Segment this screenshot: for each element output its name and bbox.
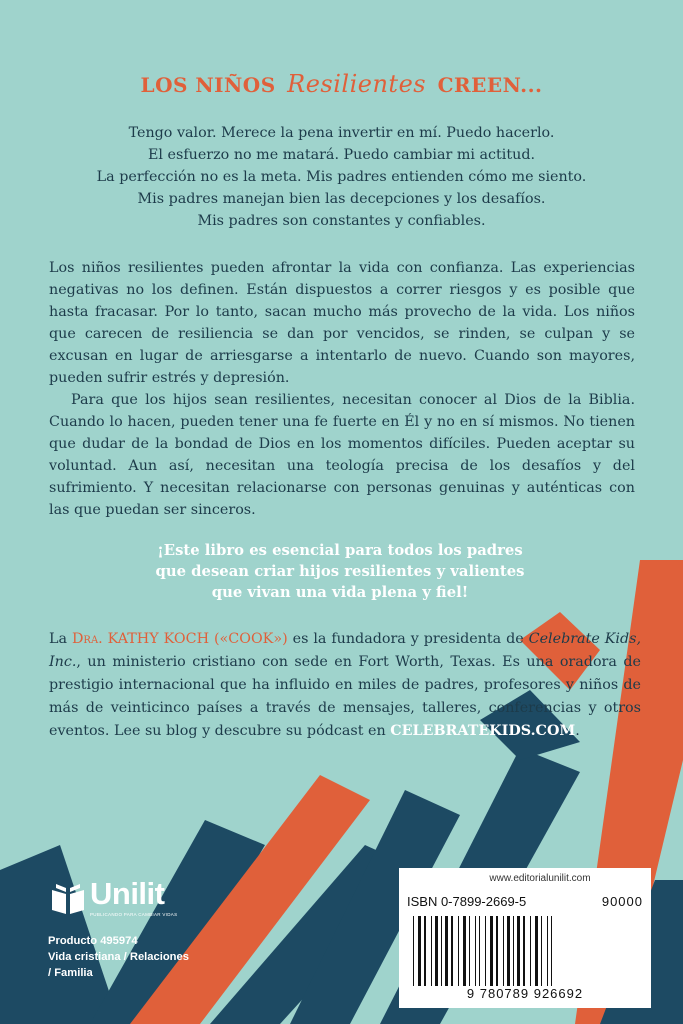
- barcode-panel: [399, 868, 651, 1008]
- belief-line: El esfuerzo no me matará. Puedo cambiar mi actitud.: [147, 147, 536, 163]
- barcode-digits: 9 780789 926692: [466, 986, 584, 1001]
- barcode-stripe: [517, 916, 520, 986]
- barcode-stripe: [445, 916, 448, 986]
- bio-end: .: [575, 723, 580, 739]
- belief-line: Mis padres manejan bien las decepciones y los desafíos.: [137, 191, 546, 207]
- bio-text: es la fundadora y presidenta de: [292, 631, 524, 647]
- product-number: Producto 495974: [48, 935, 138, 947]
- barcode-stripe: [496, 916, 498, 986]
- barcode-stripe: [431, 916, 432, 986]
- price-code: 90000: [601, 894, 643, 909]
- paragraph-text: Para que los hijos sean resilientes, necesitan conocer al Dios de la Biblia. Cuando lo hacen, pueden tener una fe fuerte en Él y no en sí mismos. No tienen que dudar de la bondad de Dios en los momentos difíciles. Pueden aceptar su voluntad. Aun así, necesitan una teología precisa de los desafíos y del sufrimiento. Y necesitan relacionarse con personas genuinas y auténticas con las que puedan ser sinceros.: [49, 392, 635, 518]
- publisher-logo: [48, 876, 248, 932]
- heading-prefix: LOS NIÑOS: [140, 73, 276, 97]
- barcode-stripe: [458, 916, 459, 986]
- heading-suffix: CREEN...: [437, 73, 543, 97]
- barcode-stripe: [523, 916, 525, 986]
- body-paragraph-2: [49, 389, 635, 521]
- barcode-stripe: [479, 916, 480, 986]
- paragraph-text: Los niños resilientes pueden afrontar la vida con confianza. Las experiencias negativas no los definen. Están dispuestos a correr riesgos y es posible que hasta fracasar. Por lo tanto, sacan mucho más provecho de la vida. Los niños que carecen de resiliencia se dan por vencidos, se rinden, se culpan y se excusan en lugar de arriesgarse a intentarlo de nuevo. Cuando son mayores, pueden sufrir estrés y depresión.: [49, 260, 635, 386]
- organization-name: Celebrate Kids, Inc.: [49, 631, 641, 670]
- barcode-stripe: [463, 916, 466, 986]
- barcode-stripe: [490, 916, 493, 986]
- beliefs-list: [30, 122, 653, 232]
- body-paragraph-1: [49, 257, 635, 389]
- barcode-stripe: [469, 916, 470, 986]
- belief-line: Tengo valor. Merece la pena invertir en mí. Puedo hacerlo.: [128, 125, 555, 141]
- barcode-stripe: [513, 916, 514, 986]
- barcode-stripe: [485, 916, 486, 986]
- bio-lead: La: [49, 631, 68, 647]
- bio-text: , un ministerio cristiano con sede en Fort Worth, Texas. Es una oradora de prestigio internacional que ha influido en miles de padres, profesores y niños de más de veinticinco países a través de mensajes, talleres, conferencias y otros eventos. Lee su blog y descubre su pódcast en: [49, 654, 641, 739]
- publisher-url[interactable]: www.editorialunilit.com: [489, 873, 591, 884]
- barcode-stripe: [424, 916, 426, 986]
- barcode-stripe: [451, 916, 453, 986]
- isbn-row: [407, 894, 643, 909]
- belief-line: Mis padres son constantes y confiables.: [197, 213, 486, 229]
- barcode-stripe: [551, 916, 552, 986]
- barcode-stripe: [441, 916, 442, 986]
- barcode-stripe: [530, 916, 531, 986]
- barcode-stripe: [547, 916, 548, 986]
- publisher-tagline: PUBLICANDO PARA CAMBIAR VIDAS: [90, 912, 178, 917]
- barcode-stripe: [503, 916, 504, 986]
- heading: [0, 70, 683, 98]
- barcode-stripe: [475, 916, 476, 986]
- author-bio: [49, 628, 641, 743]
- author-name: Dra. KATHY KOCH («COOK»): [71, 631, 288, 647]
- callout-line: que vivan una vida plena y fiel!: [211, 584, 469, 601]
- isbn-text: ISBN 0-7899-2669-5: [407, 894, 527, 909]
- barcode-stripe: [418, 916, 421, 986]
- barcode-stripe: [535, 916, 538, 986]
- product-info: [48, 933, 189, 981]
- product-category: / Familia: [48, 967, 93, 979]
- callout: [60, 540, 620, 603]
- callout-line: ¡Este libro es esencial para todos los padres: [157, 542, 523, 559]
- barcode-stripe: [507, 916, 510, 986]
- website-link[interactable]: CELEBRATEKIDS.COM: [390, 723, 576, 739]
- barcode-stripe: [541, 916, 542, 986]
- barcode-stripe: [435, 916, 438, 986]
- barcode-stripe: [413, 916, 414, 986]
- product-category: Vida cristiana / Relaciones: [48, 951, 189, 963]
- belief-line: La perfección no es la meta. Mis padres entienden cómo me siento.: [96, 169, 587, 185]
- publisher-name: Unilit: [90, 876, 165, 911]
- callout-line: que desean criar hijos resilientes y valientes: [155, 563, 525, 580]
- heading-script-word: Resilientes: [287, 70, 427, 98]
- barcode: [409, 916, 641, 986]
- book-pages-icon: [48, 880, 88, 920]
